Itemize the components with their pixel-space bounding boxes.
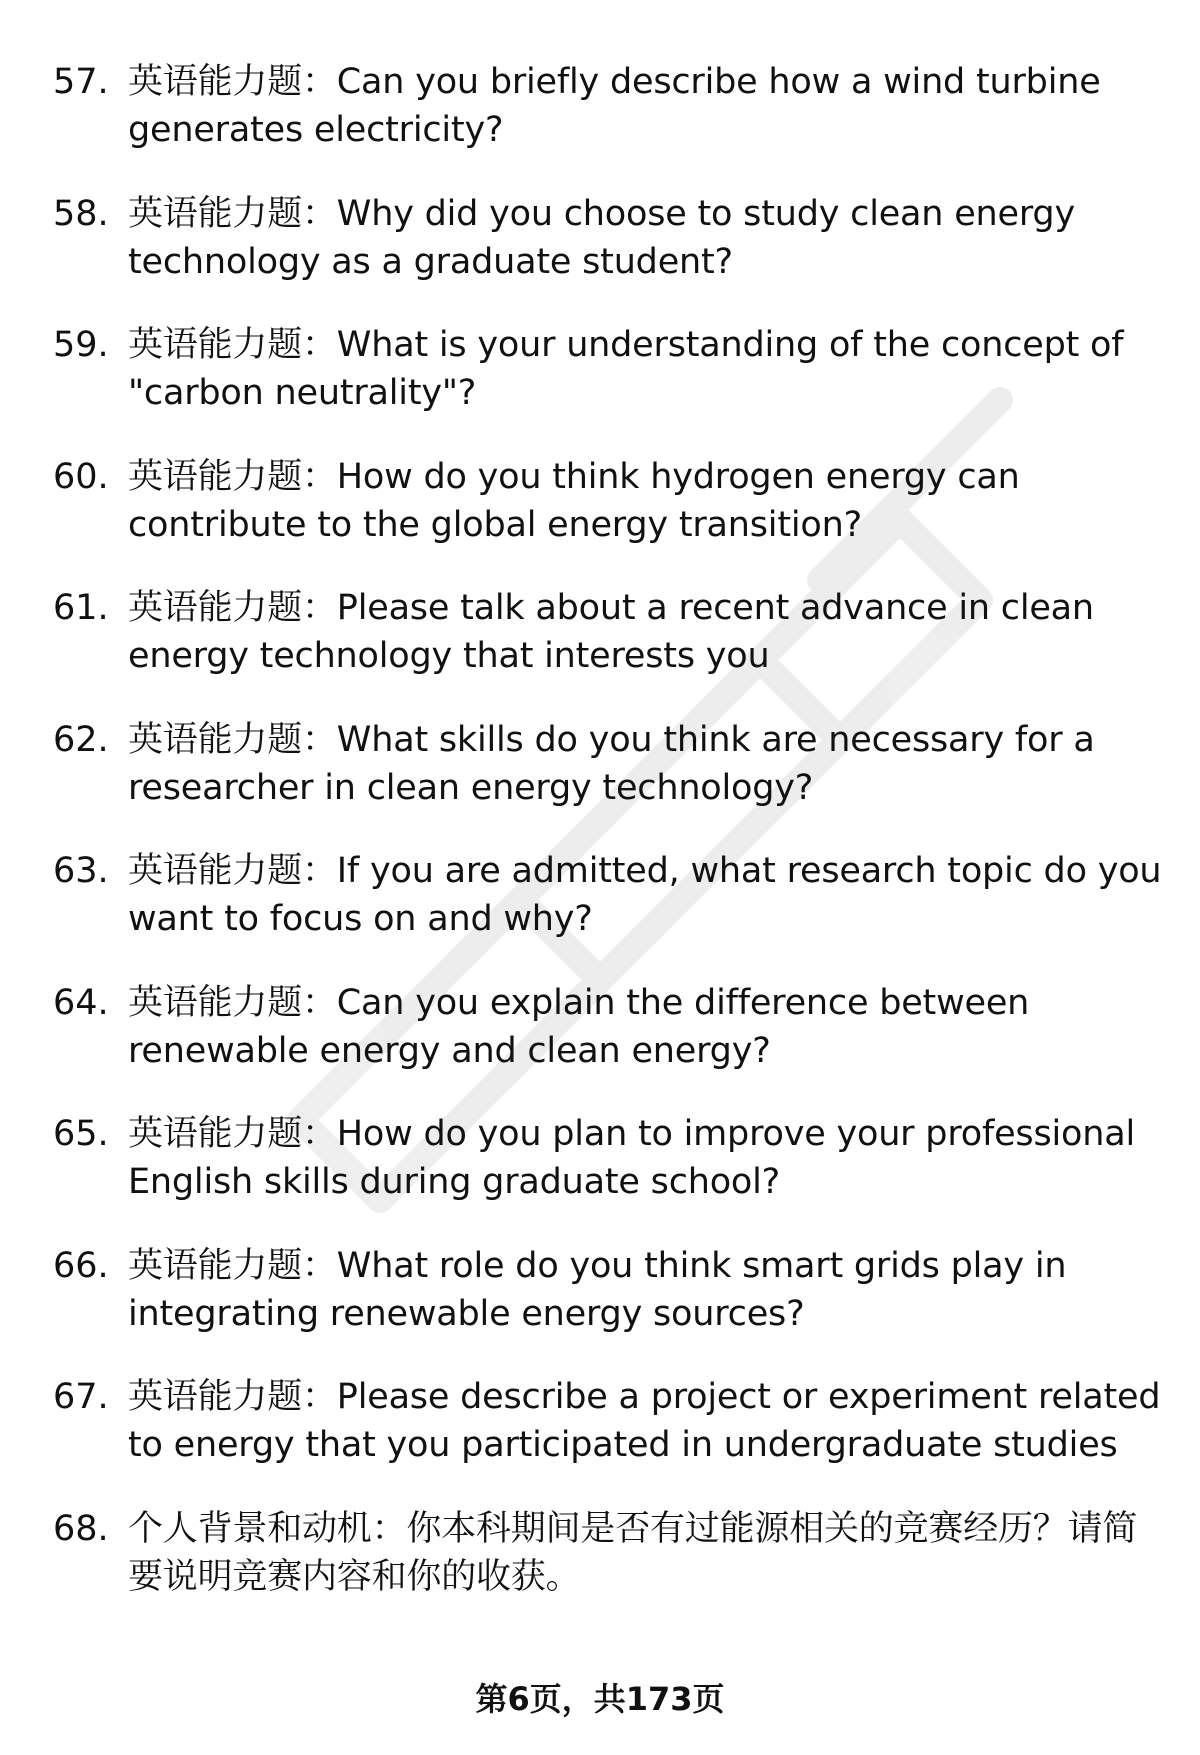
question-text: 个人背景和动机：你本科期间是否有过能源相关的竞赛经历？请简要说明竞赛内容和你的收获。 (128, 1508, 1138, 1597)
question-text: 英语能力题：What skills do you think are necessary for a researcher in clean energy technology? (128, 719, 1095, 808)
question-item (0, 584, 1200, 716)
question-item (0, 1110, 1200, 1242)
question-number: 61. (53, 588, 109, 628)
question-number: 60. (53, 456, 109, 497)
question-item (0, 321, 1200, 453)
question-item (0, 190, 1200, 322)
question-text: 英语能力题：Please talk about a recent advance in clean energy technology that interests you (128, 588, 1094, 676)
question-text: 英语能力题：How do you think hydrogen energy can contribute to the global energy transition? (128, 456, 1020, 545)
question-text: 英语能力题：What role do you think smart grids play in integrating renewable energy sources? (128, 1245, 1067, 1334)
question-item (0, 58, 1200, 190)
question-number: 68. (53, 1508, 109, 1549)
question-item (0, 1373, 1200, 1505)
question-number: 65. (53, 1114, 109, 1154)
question-item (0, 716, 1200, 848)
question-number: 67. (53, 1377, 109, 1417)
question-number: 64. (53, 982, 109, 1023)
question-number: 63. (53, 851, 109, 891)
question-list (0, 58, 1200, 1636)
question-item (0, 847, 1200, 979)
question-number: 62. (53, 719, 109, 760)
question-number: 57. (53, 62, 109, 102)
question-text: 英语能力题：If you are admitted, what research topic do you want to focus on and why? (128, 851, 1162, 939)
question-text: 英语能力题：How do you plan to improve your professional English skills during graduate school? (128, 1114, 1135, 1202)
question-text: 英语能力题：Why did you choose to study clean energy technology as a graduate student? (128, 193, 1075, 282)
question-text: 英语能力题：Can you briefly describe how a wind turbine generates electricity? (128, 62, 1101, 150)
question-item (0, 1242, 1200, 1374)
question-item (0, 453, 1200, 585)
question-number: 66. (53, 1245, 109, 1286)
question-item (0, 979, 1200, 1111)
question-item (0, 1505, 1200, 1637)
question-text: 英语能力题：Please describe a project or experiment related to energy that you participated in undergraduate studies (128, 1377, 1161, 1465)
question-text: 英语能力题：Can you explain the difference between renewable energy and clean energy? (128, 982, 1030, 1071)
question-text: 英语能力题：What is your understanding of the concept of "carbon neutrality"? (128, 325, 1124, 413)
question-number: 59. (53, 325, 109, 365)
page-number: 第6页，共173页 (475, 1680, 725, 1718)
question-number: 58. (53, 193, 109, 234)
